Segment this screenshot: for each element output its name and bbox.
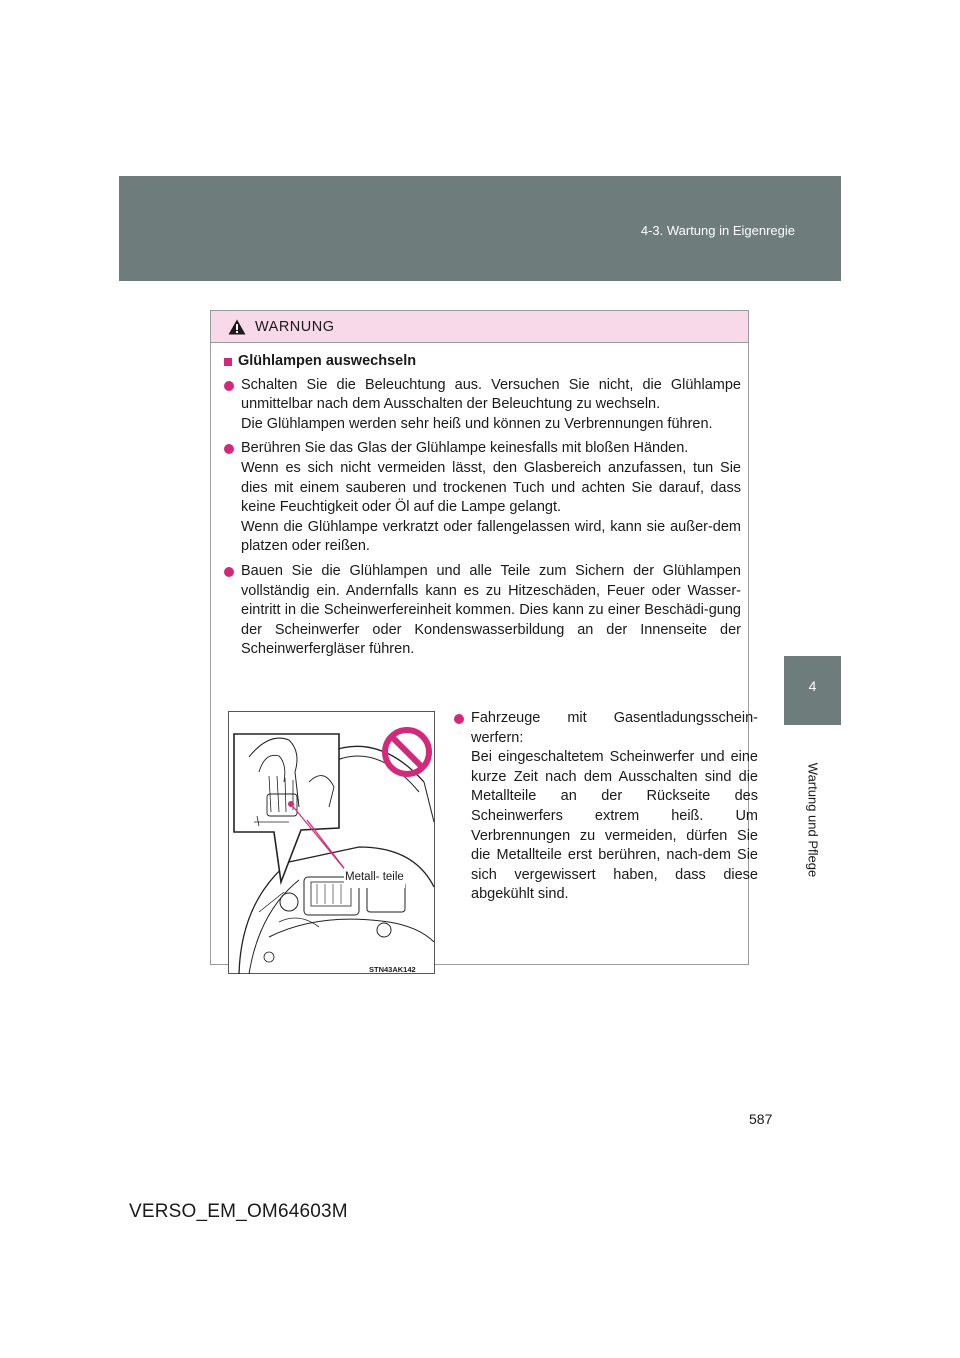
warning-header xyxy=(211,311,748,343)
bullet-dot-icon xyxy=(224,381,234,391)
bullet-item xyxy=(224,562,741,660)
bullet-text: Schalten Sie die Beleuchtung aus. Versuchen Sie nicht, die Glühlampe unmittelbar nach dem Ausschalten der Beleuchtung zu wechseln. xyxy=(241,376,741,413)
engine-bay-drawing xyxy=(229,712,436,975)
bullet-item xyxy=(224,439,741,557)
bullet-text: Berühren Sie das Glas der Glühlampe keinesfalls mit bloßen Händen. xyxy=(241,440,689,457)
prohibition-icon xyxy=(385,730,429,774)
warning-title: WARNUNG xyxy=(255,319,335,335)
bullet-text: Bei eingeschaltetem Scheinwerfer und eine kurze Zeit nach dem Ausschalten sind die Metallteile an der Rückseite des Scheinwerfers extrem heiß. Um Verbrennungen zu vermeiden, dürfen Sie die Metallteile erst berühren, nach-dem Sie sich vergewissert haben, dass diese abgekühlt sind. xyxy=(471,749,758,903)
bullet-text: Wenn die Glühlampe verkratzt oder fallengelassen wird, kann sie außer-dem platzen oder reißen. xyxy=(241,518,741,555)
chapter-label: Wartung und Pflege xyxy=(805,762,821,878)
warning-triangle-icon xyxy=(228,319,246,335)
bullet-item xyxy=(454,709,758,905)
sub-heading xyxy=(224,352,741,372)
square-bullet-icon xyxy=(224,358,232,366)
document-code: VERSO_EM_OM64603M xyxy=(129,1201,348,1222)
bullet-dot-icon xyxy=(454,714,464,724)
bullet-text: Bauen Sie die Glühlampen und alle Teile zum Sichern der Glühlampen vollständig ein. Andernfalls kann es zu Hitzeschäden, Feuer oder Wasser-eintritt in die Scheinwerfereinheit kommen. Dies kann zu einer Beschädi-gung der Scheinwerfer oder Kondenswasserbildung an der Innenseite der Scheinwerfergläser führen. xyxy=(241,562,741,658)
bullet-text: Wenn es sich nicht vermeiden lässt, den Glasbereich anzufassen, tun Sie dies mit einem sauberen und trockenen Tuch und achten Sie darauf, dass keine Feuchtigkeit oder Öl auf die Lampe gelangt. xyxy=(241,459,741,516)
bullet-dot-icon xyxy=(224,444,234,454)
warning-box xyxy=(210,310,758,974)
page-number: 587 xyxy=(749,1111,773,1127)
warning-content xyxy=(211,343,758,974)
bullet-text: Fahrzeuge mit Gasentladungsschein-werfern: xyxy=(471,710,758,746)
metal-parts-label: Metall- teile xyxy=(344,868,405,888)
section-title: 4-3. Wartung in Eigenregie xyxy=(640,223,795,238)
sub-heading-text: Glühlampen auswechseln xyxy=(238,353,417,369)
engine-illustration xyxy=(228,711,435,974)
header-band xyxy=(119,176,841,281)
bullet-item xyxy=(224,376,741,435)
bullet-dot-icon xyxy=(224,567,234,577)
chapter-tab xyxy=(784,656,841,725)
bullet-text: Die Glühlampen werden sehr heiß und können zu Verbrennungen führen. xyxy=(241,415,713,432)
chapter-number: 4 xyxy=(808,678,817,694)
illustration-code: STN43AK142 xyxy=(369,965,416,974)
